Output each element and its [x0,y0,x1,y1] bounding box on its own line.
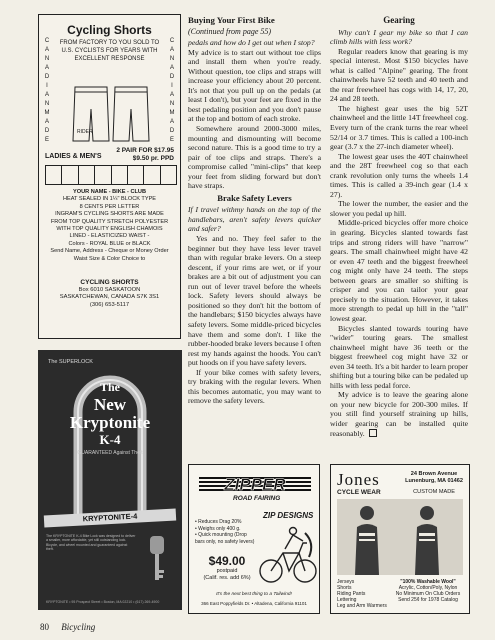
list-item: Leg and Arm Warmers [337,603,387,609]
brake-paragraphs [188,205,321,405]
article-paragraph: The lowest gear uses the 40T chainwheel and the 28T freewheel cog so that each crank revolution only turns the wheels 1.4 times. This is called a 39-inch gear (1.4 x 27). [330,151,468,199]
jones-cycle-wear-ad [330,464,470,614]
side-letter: D [169,128,175,134]
address-head: CYCLING SHORTS [80,279,139,286]
article-paragraph: My advice is to leave the gearing alone on your new bicycle for 200-300 miles. If you still find yourself straining up hills, wider gearing can be installed quite reasonably. [330,390,468,438]
middle-paragraphs [188,38,321,191]
riders-photo [337,499,463,575]
address-line: (306) 653-5117 [89,301,130,308]
jones-fabric-info [389,579,467,603]
side-letter: D [44,128,50,134]
side-letter: D [44,74,50,80]
side-letter: A [169,47,174,53]
side-letter: E [169,137,174,143]
article-paragraph: The lower the number, the easier and the slower you pedal up hill. [330,199,468,218]
cycling-shorts-ad [38,14,181,339]
body-line: YOUR NAME - BIKE - CLUB [72,189,147,195]
fabric-line: Send 25¢ for 1978 Catalog [398,597,458,603]
canadian-made-vertical-left [43,37,51,145]
bullet: • Quick mounting (Drop bars only, no safety levers) [195,532,255,545]
list-item: Jerseys [337,579,355,585]
body-line: LINED - ELASTICIZED WAIST - [69,233,150,240]
side-letter: A [44,92,49,98]
list-item: Riding Pants [337,591,366,597]
article-title: Buying Your First Bike [188,15,275,25]
price-note-tax: (Calif. res. add 6%) [203,574,251,581]
end-of-article-mark [369,429,377,437]
side-letter: E [44,137,49,143]
price-block [116,147,174,163]
shorts-ad-intro: FROM FACTORY TO YOU SOLD TO U.S. CYCLISTS FOR YEARS WITH EXCELLENT RESPONSE [59,40,160,62]
body-line: Waist Size & Color Choice to [73,255,146,262]
headline-line: The [99,380,120,394]
shorts-illustration [69,83,153,147]
continued-note: (Continued from page 55) [188,26,272,36]
zipper-logo-text: ZIPPER [224,475,286,494]
superlock-label: The SUPERLOCK [48,359,93,365]
article-paragraph: Somewhere around 2000-3000 miles, mounting and dismounting will become second nature. This is a good time to try a pair of toe clips and straps. There's a compromise called "mini-clips" that keep your feet from sliding forward but don't have straps. [188,124,321,191]
side-letter: N [44,56,50,62]
price-line-1: 2 PAIR FOR $17.95 [116,147,174,154]
jones-address [405,471,463,485]
side-letter: C [44,38,50,44]
bullet: • Weighs only 400 g. [195,525,241,532]
side-letter: I [171,83,173,89]
side-letter: A [44,47,49,53]
fabric-head: "100% Washable Wool" [400,579,456,585]
zipper-subtitle: ROAD FAIRING [233,495,281,502]
zipper-price-note [195,568,259,581]
article-paragraph: Regular readers know that gearing is my special interest. Most $150 bicycles have what is called "Alpine" gearing. The front chainwheels have 52 teeth and 40 teeth and the rear freewheel has cogs with 14, 17, 20, 24 and 28 teeth. [330,46,468,104]
price-line-2: $9.50 pr. PPD [132,155,174,162]
size-entry-grid [45,165,177,185]
body-line: 8 CENTS PER LETTER [79,203,140,210]
magazine-name: Bicycling [61,622,96,632]
article-paragraph: pedals and how do I get out when I stop? [188,38,315,48]
jones-logo: Jones [337,470,380,489]
article-paragraph: Yes and no. They feel safer to the beginner but they have less lever travel than with regular brake levers. On a steep descent, if your rims are wet, or if your brakes are a bit out of adjustment you can run out of lever travel before the wheels lock. Safety levers should always be positioned so they don't hit the bottom of the handlebars; $150 bicycles always have safety levers. Some middle-priced bicycles have them and some don't. I like the rubber-hooded brake levers because I often rest my hands against the hoods. You can't put hoods on if you have safety levers. [188,234,321,368]
zipper-logo [199,475,311,495]
article-paragraph: Why can't I gear my bike so that I can climb hills with less work? [330,27,468,47]
headline-line: New [93,395,127,414]
side-letter: A [169,92,174,98]
sizes-label: LADIES & MEN'S [45,153,102,160]
zipper-tagline: It's the next best thing to a Tailwind! [216,592,292,597]
list-item: Shorts [337,585,352,591]
zipper-address: 366 East Poppyfields Dr. • Altadena, California 91101 [201,601,307,606]
body-line: FROM TOP QUALITY STRETCH POLYESTER [50,218,169,225]
page-number: 80 [40,622,49,632]
fabric-line: No Minimum On Club Orders [395,591,461,597]
gearing-paragraphs [330,28,468,439]
kryptonite-ad [38,350,182,610]
article-paragraph: Bicycles slanted towards touring have "wider" touring gears. The smallest chainwheel might have 36 teeth or the biggest freewheel cog might have 32 or even 34 teeth. It's a bit harder to learn proper shifting but a touring bike can be pedaled up hills with less pedal force. [330,323,468,390]
side-letter: D [169,74,175,80]
kryptonite-footer: KRYPTONITE • 95 Prospect Street • Boston, MA 02210 • (617) 269-4900 [46,600,160,604]
side-letter: N [169,56,175,62]
zipper-bullets [195,519,255,545]
list-item: Lettering [337,597,357,603]
article-paragraph: Middle-priced bicycles offer more choice in gearing. Bicycles slanted towards fast trips and strong riders will have "narrow" gears. The small chainwheel might have 42 or even 47 teeth and the biggest freewheel cog might only have 24 teeth. The steps between gears are smaller so shifting is crisper and you can tailor your gear precisely to the situation. However, it takes more strength to pedal up hill in the "tall" lowest gear. [330,218,468,323]
brake-heading: Brake Safety Levers [217,192,292,203]
side-letter: A [44,119,49,125]
side-letter: I [46,83,48,89]
address-line: Lunenburg, MA 01462 [405,478,463,484]
address-line: SASKATCHEWAN, CANADA S7K 3S1 [59,294,160,301]
kryptonite-headline [38,378,182,432]
side-letter: A [44,65,49,71]
body-line: INGRAM'S CYCLING SHORTS ARE MADE [55,211,164,218]
address-line: Box 6010 SASKATOON [78,286,141,293]
kryptonite-fine-print: The KRYPTONITE K-4 Bike Lock was designed to deliver a smaller, more affordable, yet still outstanding lock. Bicycle, and wheel mounted and guaranteed against theft. [46,534,136,552]
article-paragraph: My advice is to start out without toe clips and install them when you're ready. Without question, toe clips and straps will increase your efficiency about 20 percent. It's not that you pull up on the pedals (at least I don't), but your feet are fixed in the best pedaling position and you don't pause at the top and bottom of each stroke. [188,47,321,124]
custom-made-label: CUSTOM MADE [413,489,455,495]
body-line: Colors - ROYAL BLUE or BLACK [68,240,151,247]
body-line: HEAT SEALED IN 1¼" BLOCK TYPE [62,196,157,203]
canadian-made-vertical-right [168,37,176,145]
page-footer [40,622,95,632]
side-letter: N [169,101,175,107]
body-line: WITH TOP QUALITY ENGLISH CHAMOIS [56,226,163,233]
shorts-ad-address [43,279,176,309]
zipper-fairing-ad [188,464,320,614]
zipper-price: $49.00 [208,554,246,568]
kryptonite-crossbar: KRYPTONITE-4 [44,509,176,528]
article-column-middle [188,16,321,406]
fabric-line: Acrylic, Cotton/Poly, Nylon [398,585,458,591]
side-letter: A [169,65,174,71]
jones-product-list [337,579,387,609]
bullet: • Reduces Drag 20% [195,519,242,525]
jones-tagline: CYCLE WEAR [337,489,381,496]
zip-designs-label: ZIP DESIGNS [263,511,314,520]
article-column-right [330,16,468,438]
body-line: Send Name, Address - Cheque or Money Order [50,248,169,255]
svg-text:RIDER: RIDER [77,129,93,135]
article-paragraph: If your bike comes with safety levers, try braking with the regular levers. When this becomes automatic, you may want to remove the safety levers. [188,367,321,406]
gearing-heading: Gearing [383,15,415,25]
article-paragraph: The highest gear uses the big 52T chainwheel and the little 14T freewheel cog. Every turn of the crank turns the rear wheel 52/14 or 3.7 times. This is called a 100-inch gear (3.7 x the 27-inch diameter wheel). [330,103,468,152]
cyclist-with-fairing-illustration [259,523,317,587]
riders-photo-illustration [337,499,463,575]
shorts-ad-title: Cycling Shorts [67,23,152,37]
side-letter: M [44,110,50,116]
article-paragraph: If I travel withmy hands on the top of the handlebars, aren't safety levers quicker and safer? [188,205,321,234]
headline-line: Kryptonite [69,413,151,432]
side-letter: A [169,119,174,125]
price-note: postpaid [216,568,238,574]
key-icon [142,534,172,584]
guarantee-label: GUARANTEED Against Theft [77,450,143,456]
shorts-ad-body [43,189,176,263]
side-letter: C [169,38,175,44]
side-letter: M [169,110,175,116]
address-line: 24 Brown Avenue [410,471,458,477]
model-label: K-4 [99,432,121,447]
side-letter: N [44,101,50,107]
